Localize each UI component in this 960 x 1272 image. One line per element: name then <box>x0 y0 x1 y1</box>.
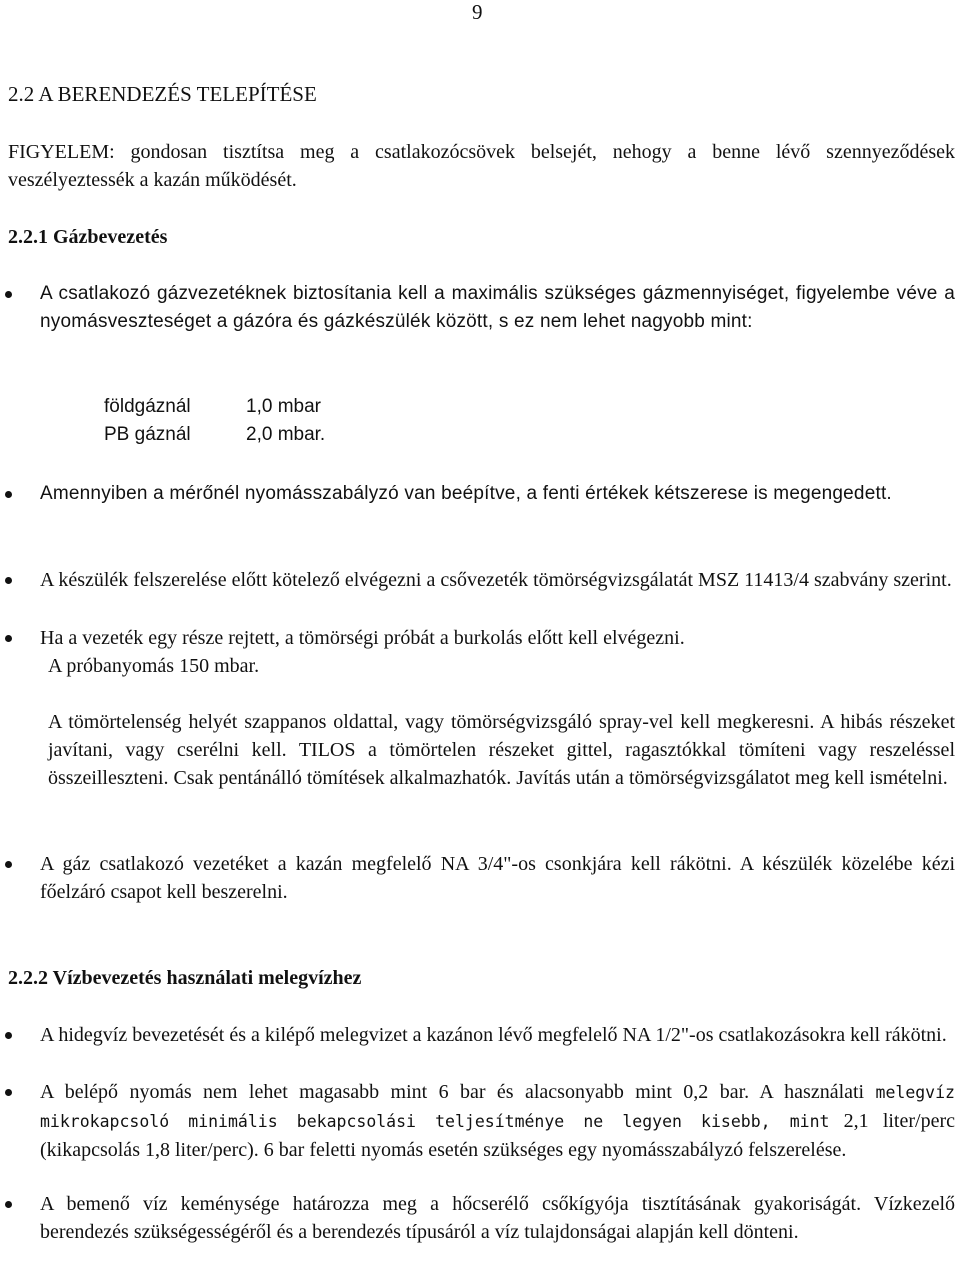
bullet-icon <box>5 491 12 498</box>
pressure-label: PB gáznál <box>104 424 191 445</box>
bullet-icon <box>5 1201 12 1208</box>
pressure-value: 2,0 mbar. <box>246 424 326 445</box>
bullet-icon <box>5 1089 12 1096</box>
test-pressure-line: A próbanyomás 150 mbar. <box>48 655 260 677</box>
page-number: 9 <box>472 0 483 24</box>
pressure-table <box>104 393 325 449</box>
leak-paragraph: A tömörtelenség helyét szappanos oldattal, vagy tömörségvizsgáló spray-vel kell megkeresni. A hibás részeket javítani, vagy cserélni kell. TILOS a tömörtelen részeket gittel, ragasztókkal tömíteni vagy reszeléssel összeilleszteni. Csak pentánálló tömítések alkalmazhatók. Javítás után a tömörségvizsgálatot meg kell ismételni. <box>48 711 955 789</box>
list-item-text: A csatlakozó gázvezetéknek biztosítania kell a maximális szükséges gázmennyiséget, figyelembe véve a nyomásveszteséget a gázóra és gázkészülék között, s ez nem lehet nagyobb mint: <box>40 283 955 332</box>
bullet-icon <box>5 861 12 868</box>
list-item-text: A bemenő víz keménysége határozza meg a hőcserélő csőkígyója tisztításának gyakoriságát. Vízkezelő berendezés szükségességéről és a berendezés típusáról a víz tulajdonságai alapján kell dönteni. <box>40 1193 955 1243</box>
list-item-text: Ha a vezeték egy része rejtett, a tömörségi próbát a burkolás előtt kell elvégezni. <box>40 627 685 649</box>
pressure-limits-text: A belépő nyomás nem lehet magasabb mint 6 bar és alacsonyabb mint 0,2 bar. A használati <box>40 1081 876 1103</box>
water-section-title: 2.2.2 Vízbevezetés használati melegvízhez <box>8 967 362 989</box>
list-item-text <box>40 1078 955 1164</box>
pressure-row <box>104 393 325 421</box>
gas-section-title: 2.2.1 Gázbevezetés <box>8 226 168 248</box>
bullet-icon <box>5 291 12 298</box>
flow-rate-text: 2,1 liter/perc (kikapcsolás 1,8 liter/perc). 6 bar feletti nyomás esetén szükséges egy nyomásszabályzó felszerelése. <box>40 1110 956 1161</box>
list-item-text: Amennyiben a mérőnél nyomásszabályzó van beépítve, a fenti értékek kétszerese is megengedett. <box>40 483 892 504</box>
list-item-text: A készülék felszerelése előtt kötelező elvégezni a csővezeték tömörségvizsgálatát MSZ 11413/4 szabvány szerint. <box>40 569 952 591</box>
list-item-text: A gáz csatlakozó vezetéket a kazán megfelelő NA 3/4"-os csonkjára kell rákötni. A készülék közelébe kézi főelzáró csapot kell beszerelni. <box>40 853 955 903</box>
bullet-icon <box>5 635 12 642</box>
section-title: 2.2 A BERENDEZÉS TELEPÍTÉSE <box>8 82 317 106</box>
pressure-row <box>104 421 325 449</box>
warning-paragraph: FIGYELEM: gondosan tisztítsa meg a csatlakozócsövek belsejét, nehogy a benne lévő szennyeződések veszélyeztessék a kazán működését. <box>8 141 955 191</box>
pressure-label: földgáznál <box>104 396 191 417</box>
bullet-icon <box>5 1032 12 1039</box>
microswitch-text: melegvíz mikrokapcsoló minimális bekapcsolási teljesítménye ne legyen kisebb, mint <box>40 1083 955 1131</box>
bullet-icon <box>5 577 12 584</box>
list-item-text: A hidegvíz bevezetését és a kilépő melegvizet a kazánon lévő megfelelő NA 1/2"-os csatlakozásokra kell rákötni. <box>40 1024 947 1046</box>
pressure-value: 1,0 mbar <box>246 396 321 417</box>
